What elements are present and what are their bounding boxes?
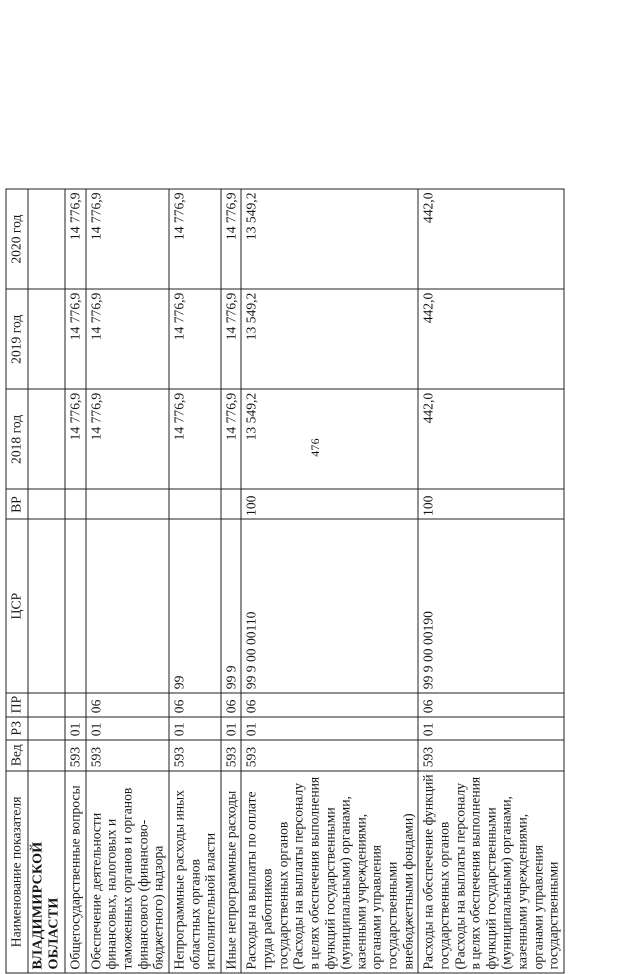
row-name: Непрограммные расходы иных областных органов исполнительной власти — [169, 771, 221, 973]
row-name: Обеспечение деятельности финансовых, налоговых и таможенных органов и органов финансового (финансово-бюджетного) надзора — [86, 771, 169, 973]
table-row — [241, 189, 418, 973]
row-2018: 442,0 — [418, 389, 564, 489]
row-pr: 06 — [241, 693, 418, 717]
row-ved: 593 — [86, 740, 169, 771]
table-row — [418, 189, 564, 973]
row-name: Общегосударственные вопросы — [65, 771, 86, 973]
row-2019: 442,0 — [418, 289, 564, 389]
section-title: ВЛАДИМИРСКОЙ ОБЛАСТИ — [28, 771, 65, 973]
page-number: 476 — [307, 438, 322, 457]
row-2018: 14 776,9 — [169, 389, 221, 489]
row-rz: 01 — [221, 717, 242, 740]
row-2018: 14 776,9 — [65, 389, 86, 489]
header-ved: Вед — [6, 740, 28, 771]
row-2019: 13 549,2 — [241, 289, 418, 389]
row-2018: 14 776,9 — [221, 389, 242, 489]
row-ved: 593 — [169, 740, 221, 771]
header-2018: 2018 год — [6, 389, 28, 489]
header-2020: 2020 год — [6, 189, 28, 289]
row-2020: 14 776,9 — [65, 189, 86, 289]
row-2018: 14 776,9 — [86, 389, 169, 489]
row-2020: 442,0 — [418, 189, 564, 289]
row-name: Иные непрограммные расходы — [221, 771, 242, 973]
row-pr: 06 — [86, 693, 169, 717]
row-rz: 01 — [169, 717, 221, 740]
row-rz: 01 — [241, 717, 418, 740]
row-2019: 14 776,9 — [169, 289, 221, 389]
row-ved: 593 — [418, 740, 564, 771]
row-2019: 14 776,9 — [65, 289, 86, 389]
budget-table — [6, 189, 565, 974]
row-pr — [65, 693, 86, 717]
table-row — [65, 189, 86, 973]
header-csr: ЦСР — [6, 519, 28, 692]
header-row — [6, 189, 28, 973]
budget-table-rotated — [6, 189, 561, 974]
row-csr — [65, 519, 86, 692]
row-csr: 99 9 — [221, 519, 242, 692]
row-vr — [221, 489, 242, 519]
row-csr — [86, 519, 169, 692]
table-row — [169, 189, 221, 973]
row-rz: 01 — [86, 717, 169, 740]
row-csr: 99 9 00 00110 — [241, 519, 418, 692]
row-2019: 14 776,9 — [221, 289, 242, 389]
row-2020: 14 776,9 — [221, 189, 242, 289]
row-vr: 100 — [418, 489, 564, 519]
row-2020: 14 776,9 — [169, 189, 221, 289]
row-rz: 01 — [418, 717, 564, 740]
row-ved: 593 — [65, 740, 86, 771]
header-2019: 2019 год — [6, 289, 28, 389]
header-vr: ВР — [6, 489, 28, 519]
row-pr: 06 — [221, 693, 242, 717]
row-pr: 06 — [169, 693, 221, 717]
row-2018: 13 549,2 — [241, 389, 418, 489]
table-row — [221, 189, 242, 973]
row-ved: 593 — [221, 740, 242, 771]
header-pr: ПР — [6, 693, 28, 717]
row-rz: 01 — [65, 717, 86, 740]
row-2020: 13 549,2 — [241, 189, 418, 289]
row-vr — [65, 489, 86, 519]
table-row — [86, 189, 169, 973]
row-2020: 14 776,9 — [86, 189, 169, 289]
header-rz: РЗ — [6, 717, 28, 740]
row-csr: 99 9 00 00190 — [418, 519, 564, 692]
row-name: Расходы на выплаты по оплате труда работников государственных органов (Расходы на выплаты персоналу в целях обеспечения выполнения функций государственными (муниципальными) органами, казенными учреждениями, органами управления государственными внебюджетными фондами) — [241, 771, 418, 973]
row-pr: 06 — [418, 693, 564, 717]
row-vr: 100 — [241, 489, 418, 519]
section-title-row — [28, 189, 65, 973]
header-name: Наименование показателя — [6, 771, 28, 973]
row-vr — [86, 489, 169, 519]
row-2019: 14 776,9 — [86, 289, 169, 389]
row-ved: 593 — [241, 740, 418, 771]
row-name: Расходы на обеспечение функций государственных органов (Расходы на выплаты персоналу в целях обеспечения выполнения функций государственными (муниципальными) органами, казенными учреждениями, органами управления государственными — [418, 771, 564, 973]
row-vr — [169, 489, 221, 519]
row-csr: 99 — [169, 519, 221, 692]
